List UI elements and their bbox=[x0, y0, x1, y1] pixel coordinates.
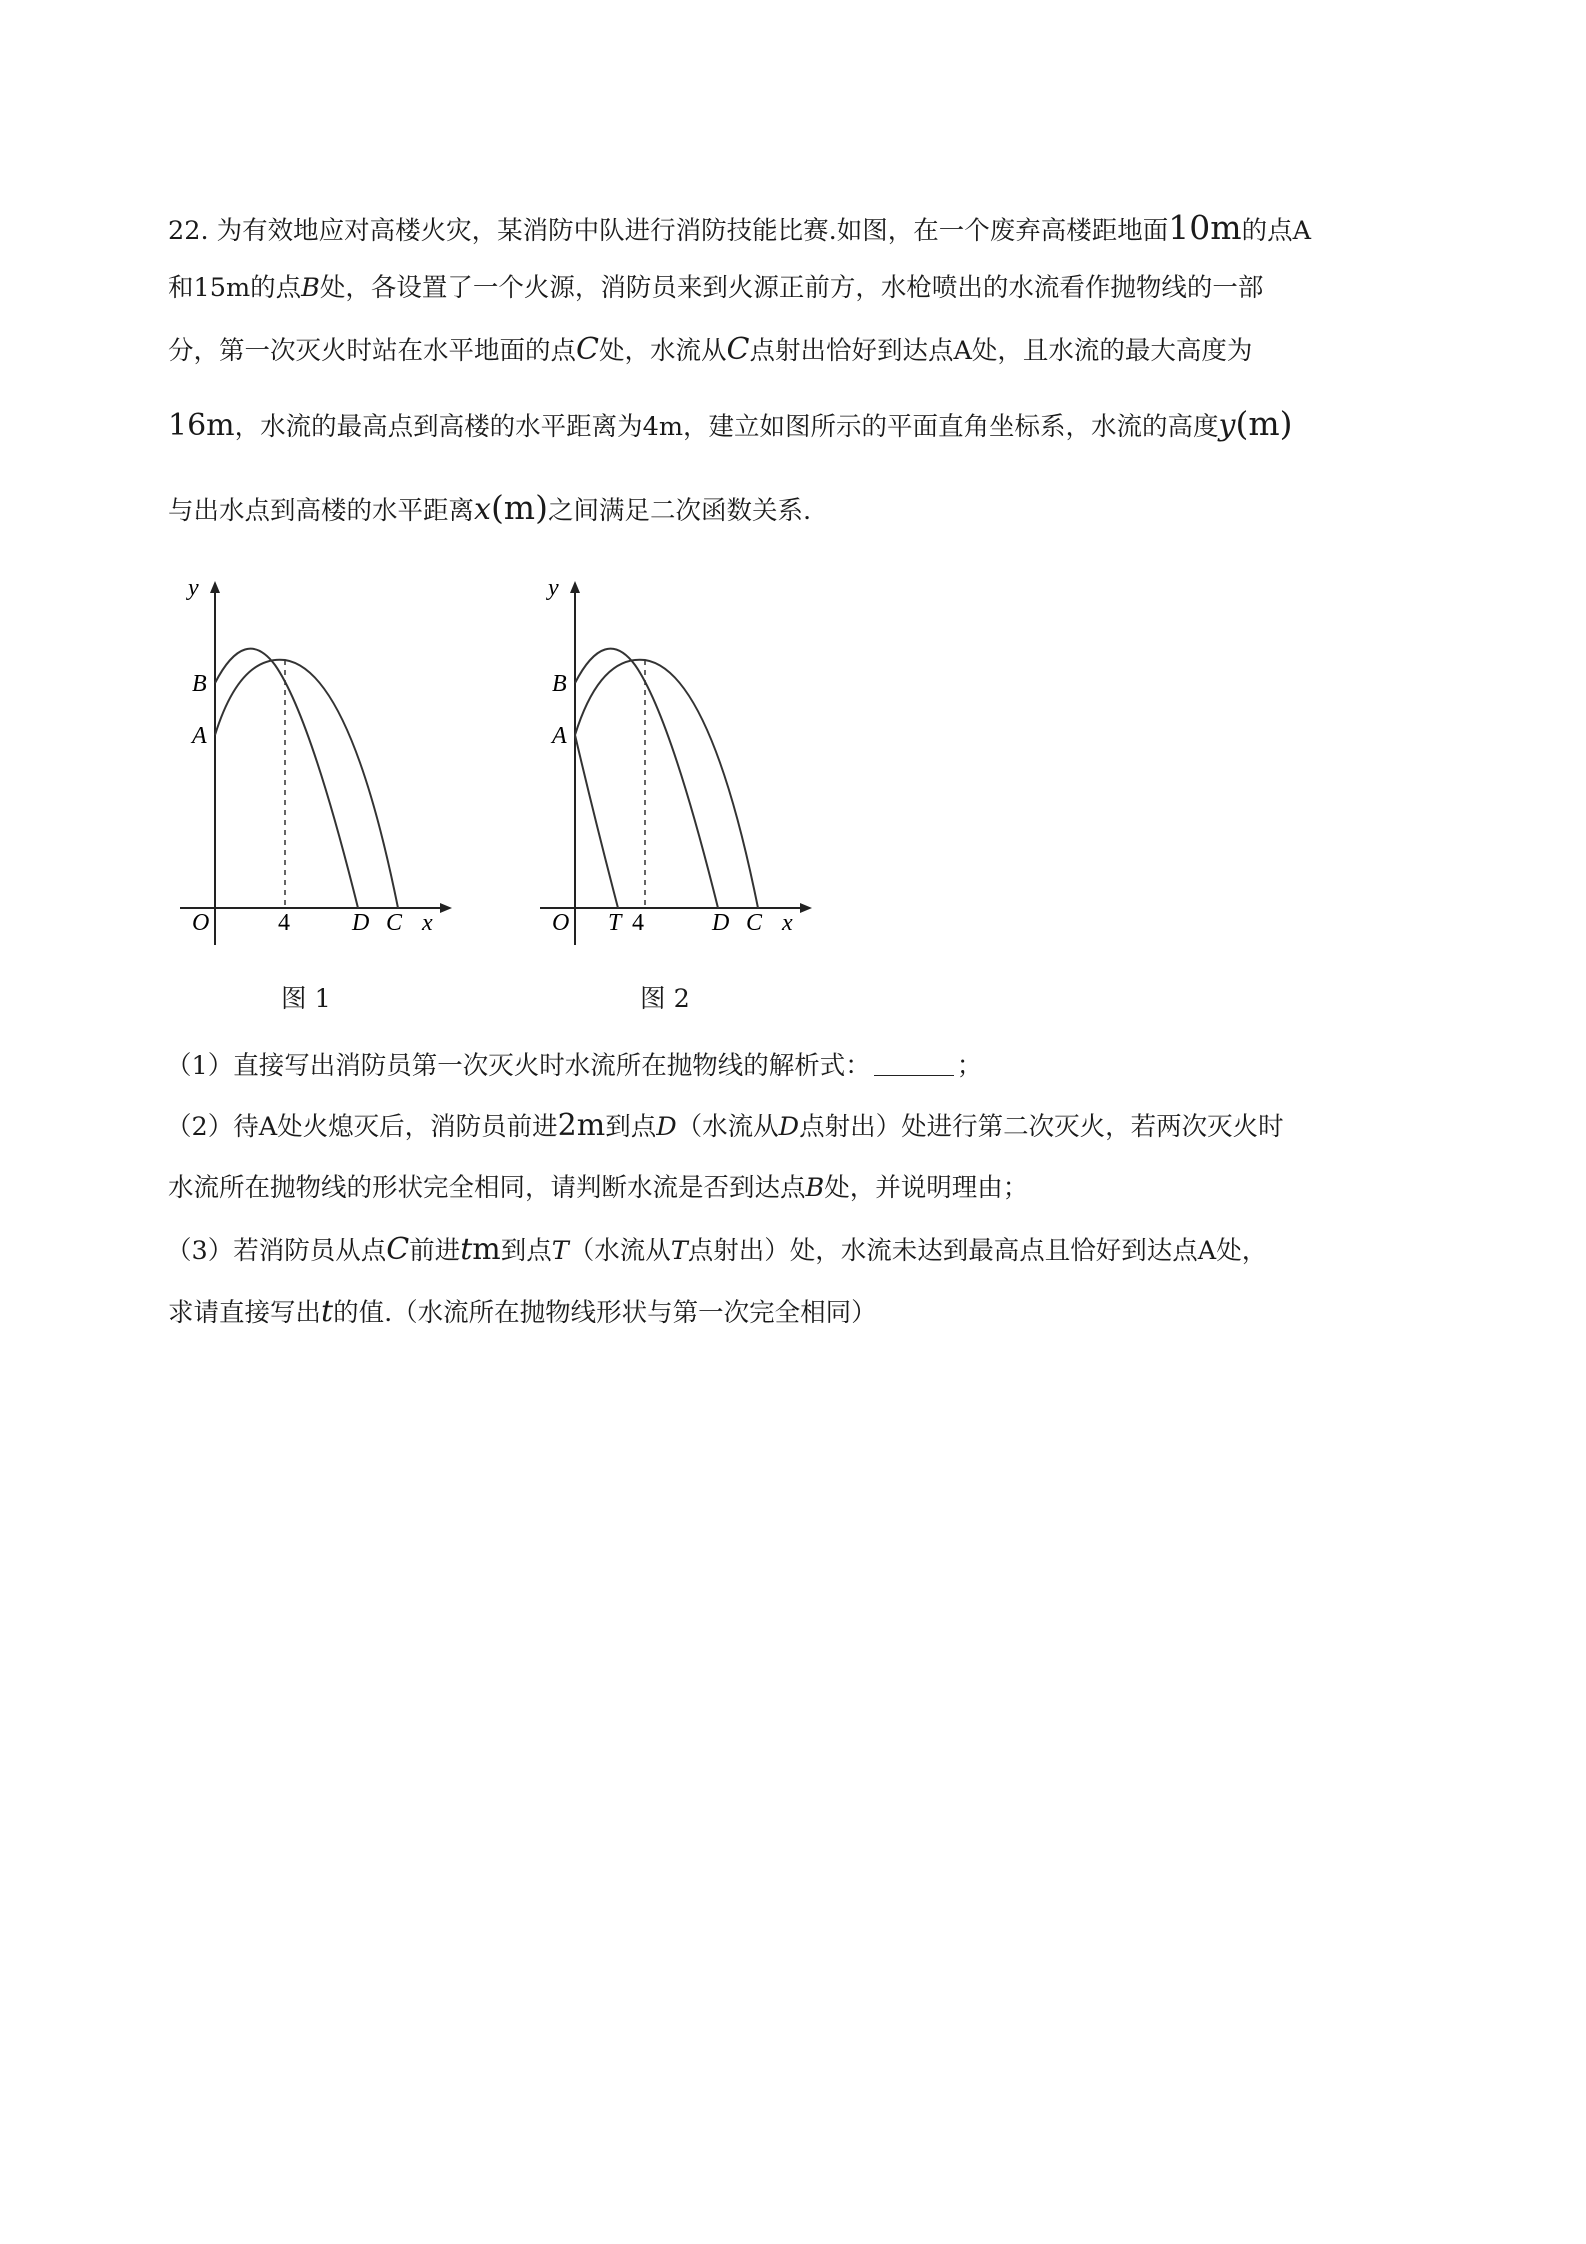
problem-text: 22. 为有效地应对高楼火灾，某消防中队进行消防技能比赛.如图，在一个废弃高楼距地面 bbox=[168, 216, 1169, 246]
label-b: B bbox=[192, 671, 207, 697]
question-text: （水流从 bbox=[568, 1236, 671, 1266]
problem-text: 之间满足二次函数关系. bbox=[547, 496, 812, 526]
unit-m: (m) bbox=[490, 488, 548, 527]
height-16m: 16m bbox=[168, 408, 235, 443]
question-text: （水流从 bbox=[676, 1112, 779, 1142]
height-10m: 10m bbox=[1168, 208, 1242, 247]
variable-x: x bbox=[474, 492, 491, 527]
question-2-line-1 bbox=[166, 1106, 1426, 1147]
point-d-symbol: D bbox=[656, 1112, 677, 1142]
parabola-t-to-a bbox=[575, 735, 618, 908]
question-text: 到点 bbox=[605, 1112, 657, 1142]
point-b-symbol: B bbox=[805, 1173, 825, 1203]
label-a: A bbox=[552, 723, 567, 749]
question-text: （2）待A处火熄灭后，消防员前进 bbox=[166, 1112, 558, 1142]
point-t-symbol: T bbox=[670, 1236, 688, 1266]
question-text: 的值.（水流所在抛物线形状与第一次完全相同） bbox=[333, 1298, 877, 1328]
figure-2-caption: 图 2 bbox=[640, 984, 690, 1014]
parabola-a-to-c bbox=[575, 660, 758, 908]
label-4: 4 bbox=[632, 910, 644, 936]
unit-m: (m) bbox=[1235, 404, 1293, 443]
question-3-line-2 bbox=[168, 1292, 1428, 1333]
figure-1-caption: 图 1 bbox=[281, 984, 331, 1014]
label-o: O bbox=[192, 910, 210, 936]
label-y: y bbox=[188, 575, 199, 601]
label-d: D bbox=[712, 910, 730, 936]
y-axis-arrow-icon bbox=[210, 581, 220, 593]
problem-line-4 bbox=[168, 404, 1428, 447]
question-text: 到点 bbox=[500, 1236, 552, 1266]
question-3-line-1 bbox=[166, 1230, 1426, 1271]
question-text: 点射出）处进行第二次灭火，若两次灭火时 bbox=[799, 1112, 1284, 1142]
problem-line-5 bbox=[168, 488, 1428, 531]
point-d-symbol: D bbox=[778, 1112, 800, 1142]
variable-t: t bbox=[321, 1294, 334, 1329]
point-c-symbol: C bbox=[386, 1232, 410, 1267]
variable-t: t bbox=[460, 1232, 473, 1267]
problem-text: 处，各设置了一个火源，消防员来到火源正前方，水枪喷出的水流看作抛物线的一部 bbox=[319, 273, 1264, 303]
problem-line-1 bbox=[168, 208, 1428, 251]
question-text: 水流所在抛物线的形状完全相同，请判断水流是否到达点 bbox=[168, 1173, 806, 1203]
problem-text: 分，第一次灭火时站在水平地面的点 bbox=[168, 336, 577, 366]
answer-blank bbox=[874, 1049, 954, 1076]
problem-text: 点射出恰好到达点A处，且水流的最大高度为 bbox=[749, 336, 1253, 366]
parabola-a-to-c bbox=[215, 660, 398, 908]
label-d: D bbox=[352, 910, 370, 936]
label-c: C bbox=[746, 910, 763, 936]
question-text: 点射出）处，水流未达到最高点且恰好到达点A处， bbox=[687, 1236, 1268, 1266]
question-2-line-2 bbox=[168, 1168, 1428, 1208]
question-1 bbox=[166, 1046, 1426, 1086]
label-y: y bbox=[548, 575, 559, 601]
question-text: （3）若消防员从点 bbox=[166, 1236, 387, 1266]
problem-line-2 bbox=[168, 268, 1428, 308]
question-text: 求请直接写出 bbox=[168, 1298, 322, 1328]
y-axis-arrow-icon bbox=[570, 581, 580, 593]
figure-2-diagram bbox=[520, 575, 820, 945]
distance-2m: 2m bbox=[557, 1108, 606, 1143]
point-b-symbol: B bbox=[301, 273, 320, 303]
label-a: A bbox=[192, 723, 207, 749]
question-text: （1）直接写出消防员第一次灭火时水流所在抛物线的解析式： bbox=[166, 1051, 871, 1081]
point-c-symbol: C bbox=[576, 332, 599, 367]
question-text: 处，并说明理由； bbox=[824, 1173, 1029, 1203]
problem-text: ，水流的最高点到高楼的水平距离为4m，建立如图所示的平面直角坐标系，水流的高度 bbox=[234, 412, 1219, 442]
label-c: C bbox=[386, 910, 403, 936]
variable-y: y bbox=[1218, 408, 1236, 443]
problem-text: 处，水流从 bbox=[598, 336, 727, 366]
x-axis-arrow-icon bbox=[800, 903, 812, 913]
x-axis-arrow-icon bbox=[440, 903, 452, 913]
figure-1-diagram bbox=[160, 575, 460, 945]
label-4: 4 bbox=[278, 910, 290, 936]
unit-m: m bbox=[472, 1232, 501, 1267]
label-b: B bbox=[552, 671, 567, 697]
question-text: 前进 bbox=[409, 1236, 461, 1266]
problem-text: 的点A bbox=[1241, 216, 1311, 246]
label-o: O bbox=[552, 910, 570, 936]
point-t-symbol: T bbox=[551, 1236, 569, 1266]
problem-line-3 bbox=[168, 330, 1428, 371]
problem-text: 与出水点到高楼的水平距离 bbox=[168, 496, 475, 526]
question-text: ； bbox=[956, 1051, 983, 1081]
label-x: x bbox=[422, 910, 433, 936]
problem-text: 和15m的点 bbox=[168, 273, 302, 303]
label-t: T bbox=[608, 910, 622, 936]
point-c-symbol: C bbox=[726, 332, 750, 367]
label-x: x bbox=[782, 910, 793, 936]
